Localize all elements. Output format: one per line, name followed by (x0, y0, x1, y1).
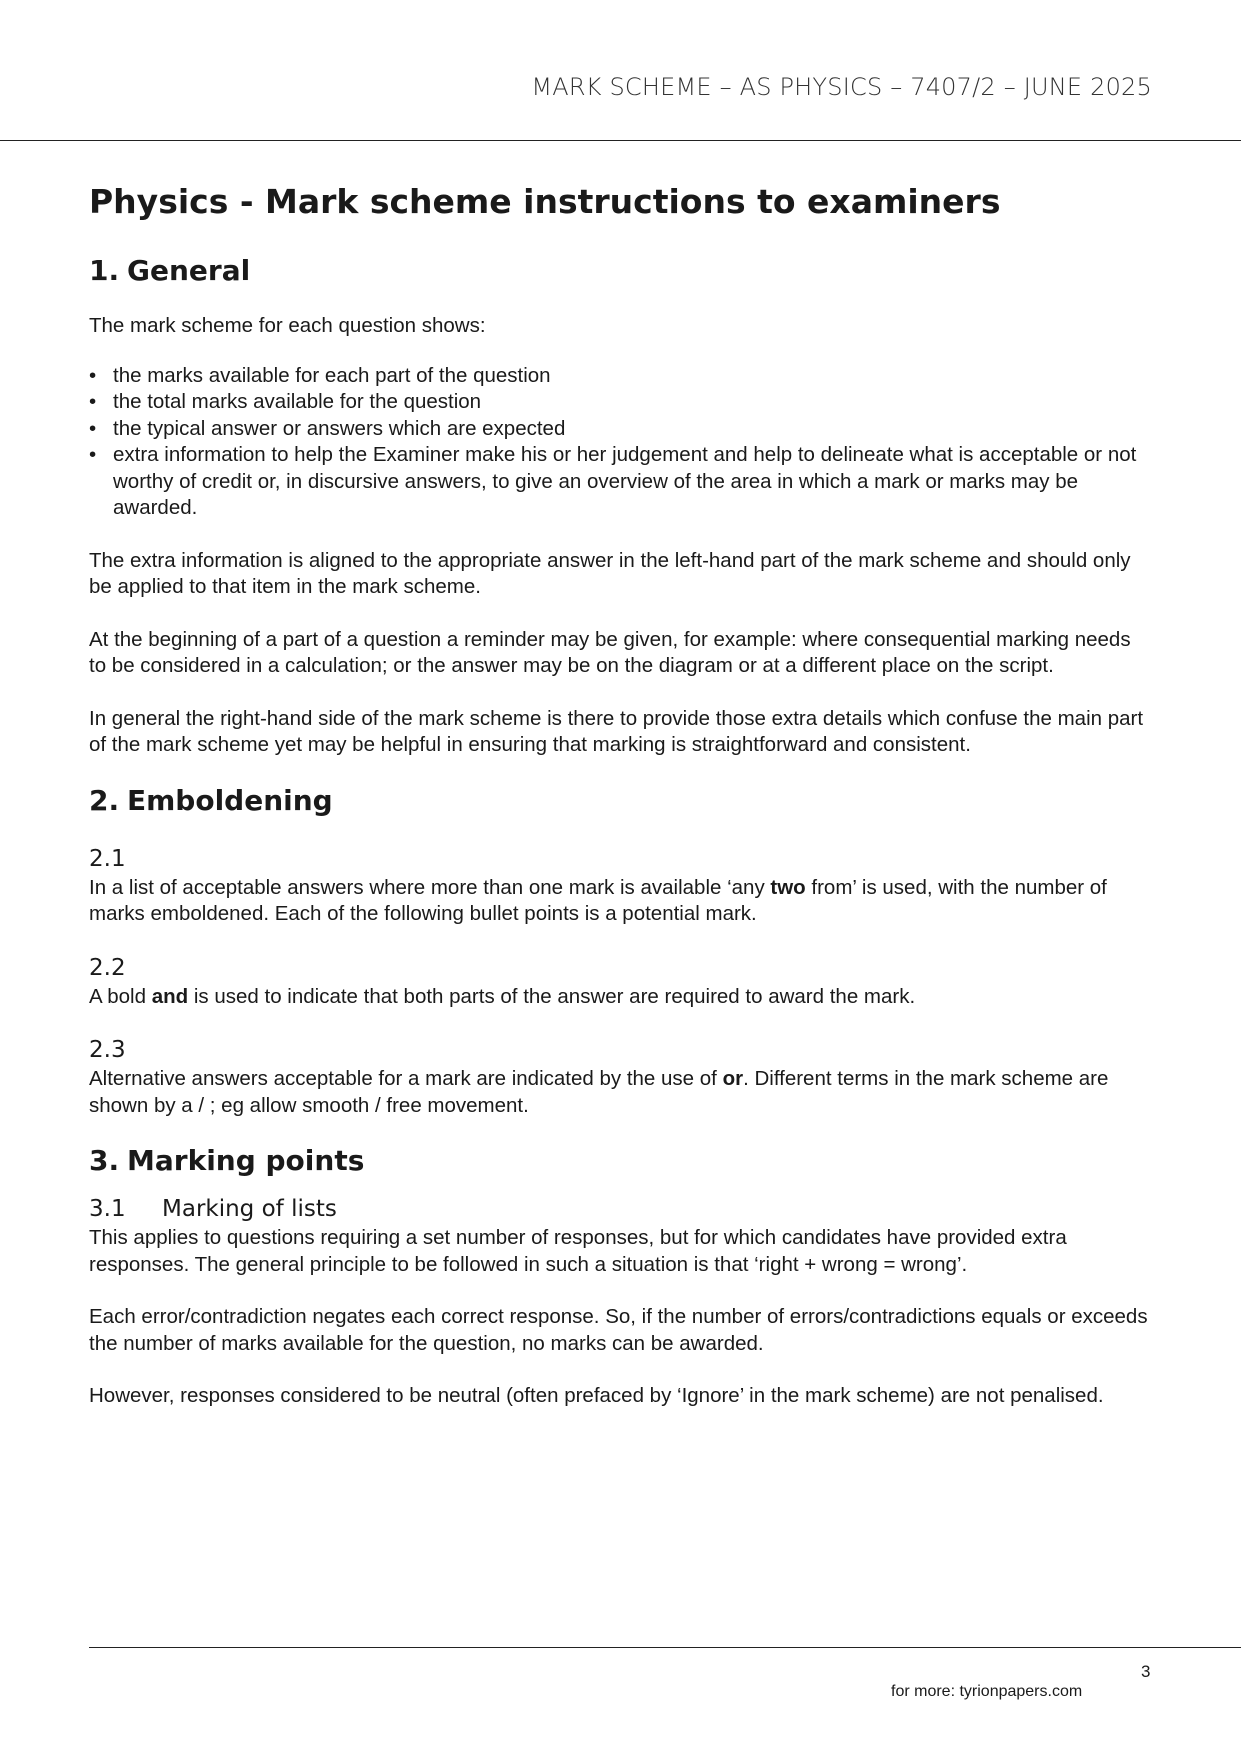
list-item: • the total marks available for the question (89, 389, 1149, 416)
subsection-2-1-text: In a list of acceptable answers where more than one mark is available ‘any two from’ is used, with the number of marks emboldened. Each of the following bullet points is a potential mark. (89, 875, 1107, 925)
section-1-bullet-list (89, 363, 1149, 522)
subsection-3-1-paragraph: Each error/contradiction negates each correct response. So, if the number of errors/contradictions equals or exceeds the number of marks available for the question, no marks can be awarded. (89, 1305, 1148, 1355)
section-1-paragraph: At the beginning of a part of a question a reminder may be given, for example: where consequential marking needs to be considered in a calculation; or the answer may be on the diagram or at a different place on the script. (89, 627, 1131, 677)
footer-divider (89, 1647, 1241, 1648)
subsection-2-1-number: 2.1 (89, 845, 126, 872)
list-item: • extra information to help the Examiner make his or her judgement and help to delineate what is acceptable or not worthy of credit or, in discursive answers, to give an overview of the area in which a mark or marks may be awarded. (89, 442, 1149, 522)
section-2-number: 2. (89, 783, 120, 817)
footer-link[interactable]: for more: tyrionpapers.com (891, 1683, 1083, 1700)
bold-term: two (770, 875, 806, 899)
subsection-3-1-paragraph: This applies to questions requiring a set number of responses, but for which candidates have provided extra responses. The general principle to be followed in such a situation is that ‘right + wrong = wrong’. (89, 1226, 1067, 1276)
page-title: Physics - Mark scheme instructions to examiners (89, 182, 1001, 221)
subsection-3-1-number: 3.1 (89, 1196, 126, 1222)
section-3-number: 3. (89, 1144, 120, 1177)
subsection-3-1-paragraph: However, responses considered to be neutral (often prefaced by ‘Ignore’ in the mark scheme) are not penalised. (89, 1384, 1104, 1407)
subsection-2-3-text: Alternative answers acceptable for a mark are indicated by the use of or. Different terms in the mark scheme are shown by a / ; eg allow smooth / free movement. (89, 1067, 1109, 1117)
section-3-heading (89, 1141, 1149, 1181)
subsection-2-2-number: 2.2 (89, 954, 126, 981)
subsection-3-1-heading (89, 1193, 1149, 1225)
header-title: MARK SCHEME – AS PHYSICS – 7407/2 – JUNE 2025 (531, 73, 1152, 101)
section-1-number: 1. (89, 254, 120, 287)
list-item: • the marks available for each part of the question (89, 363, 1149, 390)
bold-term: or (722, 1067, 744, 1090)
page-number: 3 (1141, 1662, 1151, 1681)
subsection-2-2-text: A bold and is used to indicate that both parts of the answer are required to award the mark. (89, 984, 916, 1008)
document-body (89, 178, 1149, 1410)
bold-term: and (151, 984, 189, 1008)
subsection-3-1-title: Marking of lists (162, 1196, 337, 1222)
section-2-heading (89, 781, 1149, 821)
section-3-title: Marking points (127, 1144, 365, 1177)
section-1-paragraph: In general the right-hand side of the mark scheme is there to provide those extra details which confuse the main part of the mark scheme yet may be helpful in ensuring that marking is straightforward and consistent. (89, 706, 1144, 756)
header-divider (0, 140, 1241, 141)
section-1-intro: The mark scheme for each question shows: (89, 314, 486, 337)
section-1-heading (89, 251, 1149, 291)
section-1-paragraph: The extra information is aligned to the appropriate answer in the left-hand part of the mark scheme and should only be applied to that item in the mark scheme. (89, 548, 1131, 598)
list-item: • the typical answer or answers which are expected (89, 416, 1149, 443)
section-1-title: General (127, 254, 251, 287)
subsection-2-3-number: 2.3 (89, 1037, 126, 1063)
section-2-title: Emboldening (127, 783, 333, 817)
